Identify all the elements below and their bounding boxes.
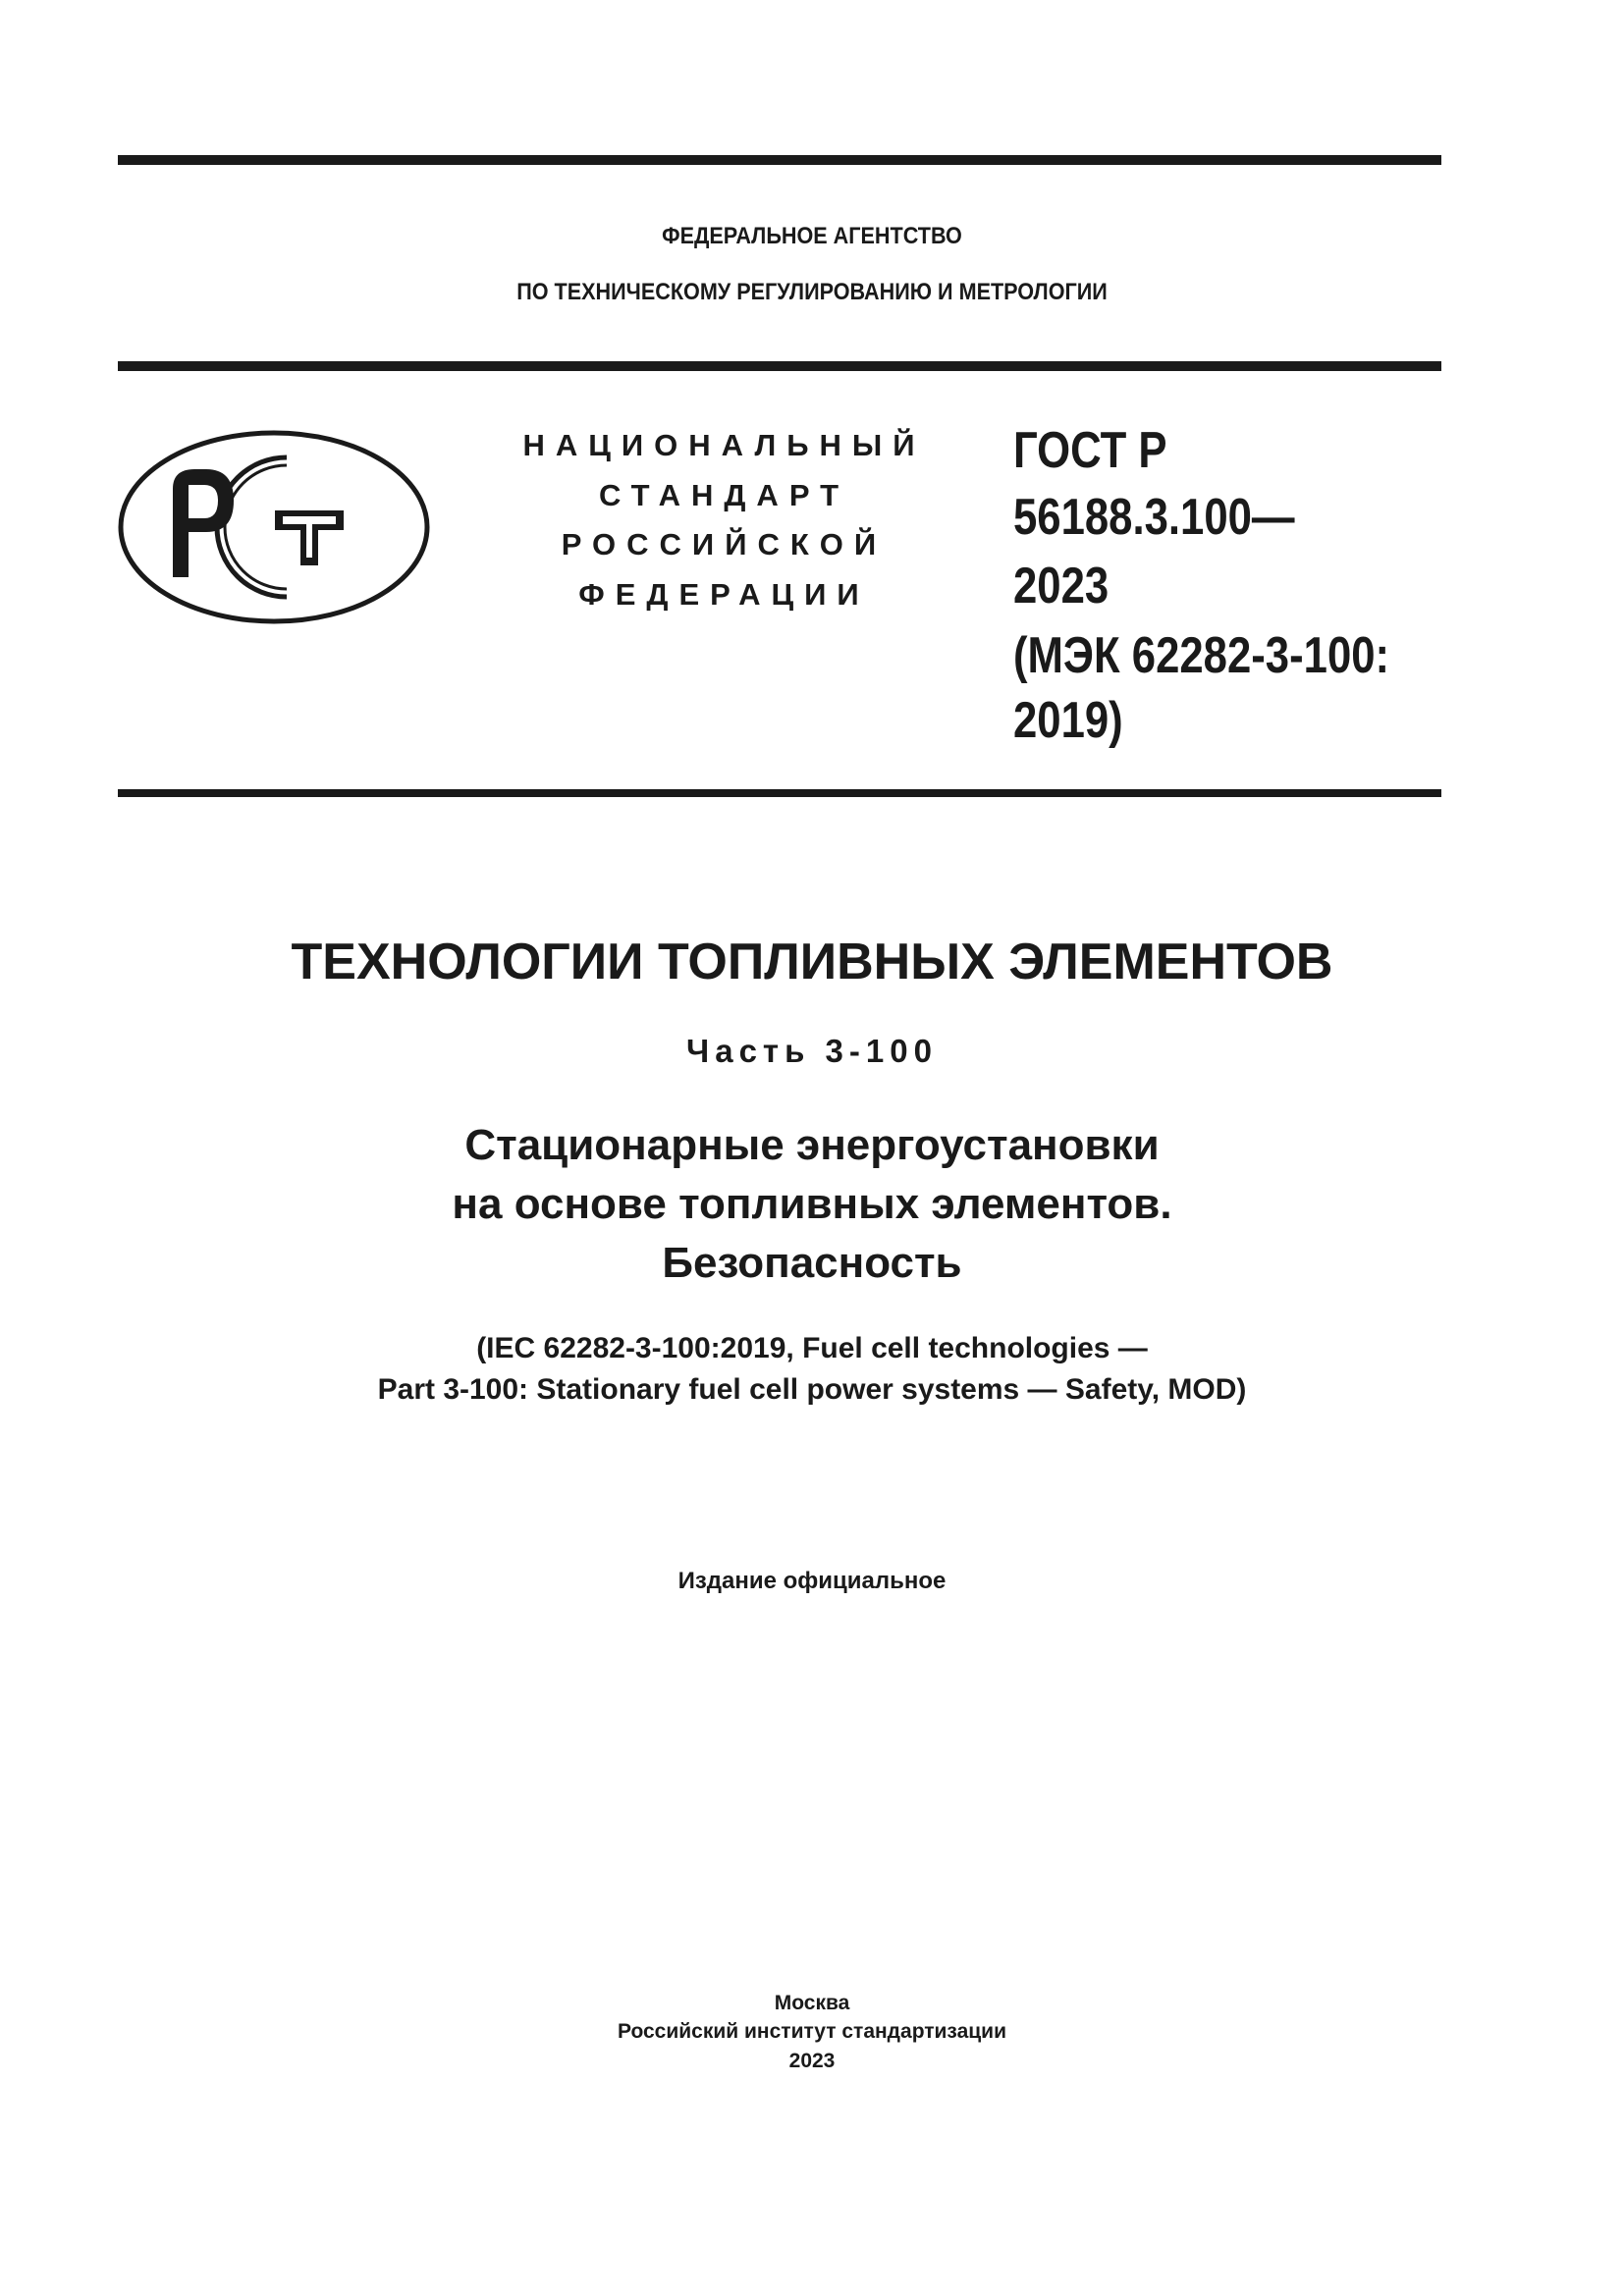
iec-reference-line-2: Part 3-100: Stationary fuel cell power systems — Safety, MOD) [377, 1373, 1247, 1406]
national-standard-line-3: РОССИЙСКОЙ [561, 527, 888, 561]
header-rule [118, 361, 1441, 371]
designation-line-1: ГОСТ Р [1013, 422, 1167, 479]
gost-r-logo-icon [118, 430, 430, 624]
agency-line-1: ФЕДЕРАЛЬНОЕ АГЕНТСТВО [662, 223, 962, 249]
subtitle-line-2: на основе топливных элементов. [452, 1180, 1172, 1228]
national-standard-line-2: СТАНДАРТ [598, 478, 850, 512]
iec-reference-line-1: (IEC 62282-3-100:2019, Fuel cell technologies — [476, 1332, 1148, 1364]
subtitle-line-3: Безопасность [662, 1239, 962, 1287]
part-number: Часть 3-100 [686, 1033, 938, 1069]
designation-rule [118, 789, 1441, 797]
designation-line-5: 2019) [1013, 692, 1123, 749]
designation-line-3: 2023 [1013, 558, 1110, 614]
national-standard-line-1: НАЦИОНАЛЬНЫЙ [522, 428, 926, 462]
publisher-org: Российский институт стандартизации [617, 2020, 1007, 2043]
top-rule [118, 155, 1441, 165]
publisher-city: Москва [774, 1992, 850, 2014]
edition-label: Издание официальное [677, 1568, 947, 1594]
agency-line-2: ПО ТЕХНИЧЕСКОМУ РЕГУЛИРОВАНИЮ И МЕТРОЛОГИИ [516, 279, 1108, 305]
designation-line-2: 56188.3.100— [1013, 489, 1295, 546]
document-title: ТЕХНОЛОГИИ ТОПЛИВНЫХ ЭЛЕМЕНТОВ [291, 934, 1333, 990]
designation-line-4: (МЭК 62282-3-100: [1013, 627, 1390, 684]
publisher-year: 2023 [788, 2050, 836, 2072]
subtitle-line-1: Стационарные энергоустановки [464, 1121, 1160, 1169]
national-standard-line-4: ФЕДЕРАЦИИ [578, 577, 870, 612]
